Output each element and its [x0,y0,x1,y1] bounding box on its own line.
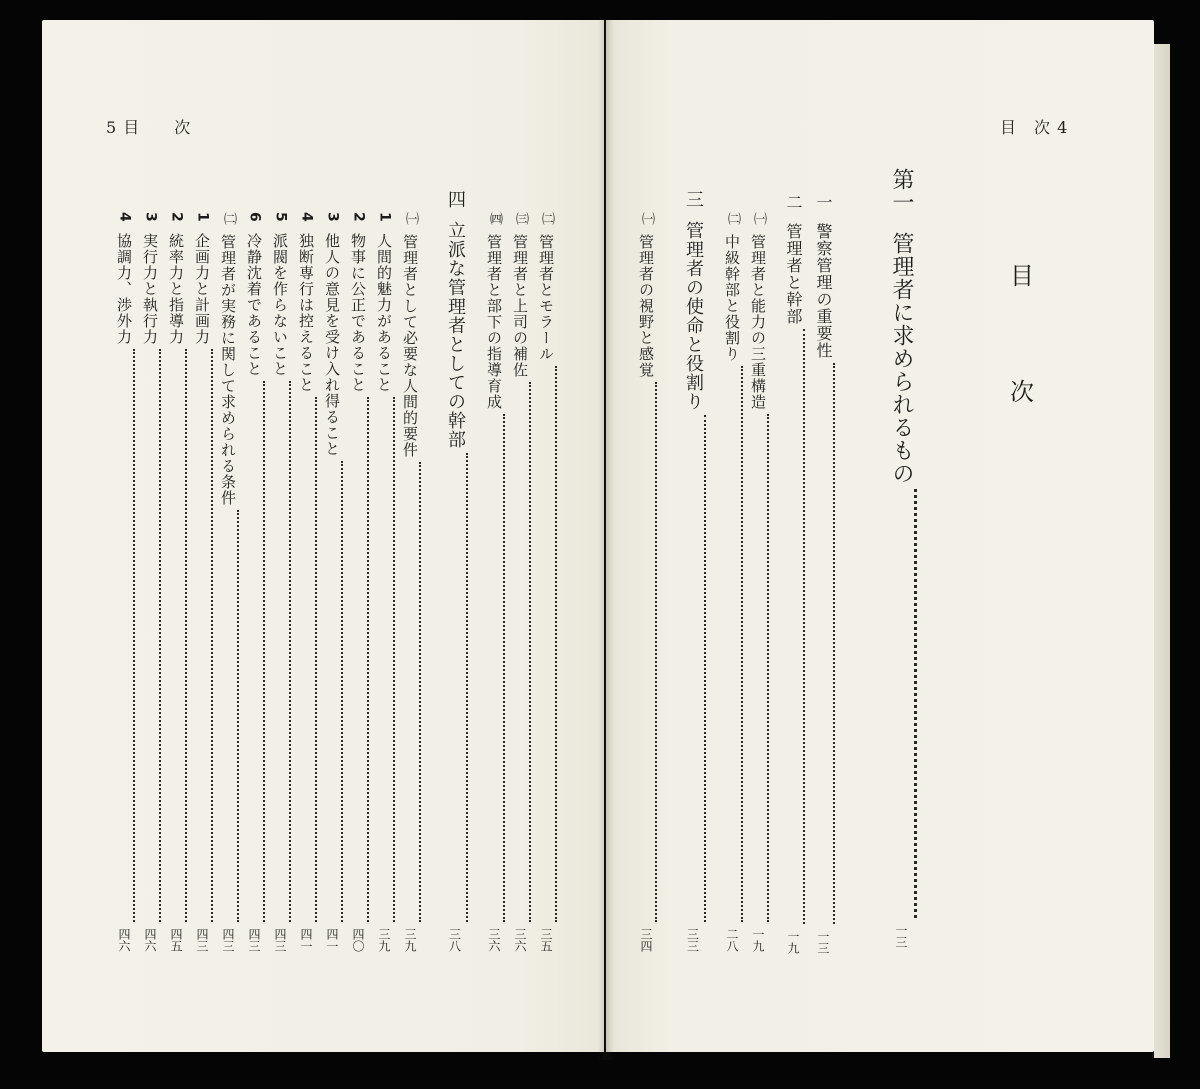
toc-entry [748,212,769,952]
toc-entry [812,194,835,954]
toc-text: 物事に公正であること [349,232,367,393]
toc-number: 3 [324,212,341,223]
dot-leader [393,397,395,922]
toc-marker: 一 [814,194,833,211]
toc-marker: ㈣ [487,212,502,226]
toc-page-number: 四六 [117,928,131,952]
toc-entry [192,212,213,952]
toc-page-number: 一三 [894,924,908,948]
toc-page-number: 一九 [751,928,765,952]
dot-leader [263,381,265,922]
toc-text: 立派な管理者としての幹部 [445,221,466,449]
toc-page-number: 二八 [725,928,739,952]
toc-marker: ㈡ [539,212,554,226]
toc-marker: ㈠ [639,212,654,226]
toc-page-number: 四一 [299,928,313,952]
dot-leader [133,349,135,922]
dot-leader [315,397,317,922]
toc-marker: ㈡ [725,212,740,226]
toc-page-number: 四三 [221,928,235,952]
toc-text: 管理者の使命と役割り [683,221,704,411]
toc-marker: ㈢ [513,212,528,226]
toc-page-number: 四一 [325,928,339,952]
toc-number: 2 [350,212,367,223]
dot-leader [914,489,917,918]
toc-number: 1 [376,212,393,223]
toc-page-number: 四六 [143,928,157,952]
toc-page-number: 三三 [685,928,700,952]
toc-marker: 二 [784,194,803,211]
toc-entry [536,212,557,952]
dot-leader [833,363,835,924]
toc-entry [244,212,265,952]
toc-text: 管理者と能力の三重構造 [749,234,767,410]
toc-marker: 四 [445,190,466,209]
toc-text: 管理者が実務に関して求められる条件 [219,234,237,506]
toc-marker: ㈡ [221,212,236,226]
toc-text: 独断専行は控えること [297,232,315,393]
toc-entry [886,168,917,948]
toc-number: 4 [116,212,133,223]
toc-text: 管理者に求められるもの [889,232,914,485]
toc-text: 管理者として必要な人間的要件 [401,234,419,458]
toc-entry [442,190,468,952]
toc-page-number: 三五 [539,928,553,952]
left-page [42,20,604,1052]
toc-number: 4 [298,212,315,223]
dot-leader [289,381,291,922]
dot-leader [419,462,421,922]
toc-text: 実行力と執行力 [141,232,159,345]
toc-text: 管理者と部下の指導育成 [485,234,503,410]
toc-page-number: 四三 [273,928,287,952]
toc-page-number: 四三 [195,928,209,952]
toc-entry [636,212,657,952]
toc-number: 3 [142,212,159,223]
toc-text: 他人の意見を受け入れ得ること [323,232,341,457]
page-fore-edge [1154,44,1170,1058]
right-page [606,20,1154,1052]
toc-number: 2 [168,212,185,223]
book-gutter [598,20,614,1060]
toc-number: 5 [272,212,289,223]
toc-text: 企画力と計画力 [193,232,211,345]
toc-entry [400,212,421,952]
toc-entry [510,212,531,952]
left-page-header: 5 目 次 [106,118,192,137]
toc-entry [114,212,135,952]
dot-leader [741,366,743,922]
dot-leader [466,453,468,922]
dot-leader [655,382,657,922]
dot-leader [529,382,531,922]
toc-text: 警察管理の重要性 [814,223,833,359]
toc-text: 冷静沈着であること [245,232,263,377]
toc-text: 管理者と上司の補佐 [511,234,529,378]
toc-page-number: 三六 [513,928,527,952]
toc-page-number: 三四 [639,928,653,952]
toc-title-char: 次 [1010,378,1034,406]
toc-text: 管理者と幹部 [784,223,803,325]
dot-leader [555,366,557,922]
toc-page-number: 三九 [377,928,391,952]
toc-text: 人間的魅力があること [375,232,393,393]
toc-page-number: 四五 [169,928,183,952]
toc-number: 6 [246,212,263,223]
dot-leader [704,415,706,922]
toc-page-number: 四〇 [351,928,365,952]
toc-text: 管理者の視野と感覚 [637,234,655,378]
toc-text: 統率力と指導力 [167,232,185,345]
toc-marker: ㈠ [751,212,766,226]
toc-marker: ㈠ [403,212,418,226]
toc-page-number: 四三 [247,928,261,952]
dot-leader [367,397,369,922]
dot-leader [767,414,769,922]
dot-leader [159,349,161,922]
toc-text: 中級幹部と役割り [723,234,741,362]
toc-page-number: 一三 [816,930,830,954]
toc-page-number: 三八 [447,928,462,952]
toc-marker: 第一 [889,168,914,214]
toc-title-char: 目 [1010,262,1034,290]
toc-entry [322,212,343,952]
toc-page-number: 三九 [403,928,417,952]
toc-marker: 三 [683,190,704,209]
toc-page-number: 一九 [786,930,800,954]
toc-entry [722,212,743,952]
toc-entry [374,212,395,952]
toc-entry [348,212,369,952]
toc-entry [484,212,505,952]
toc-page-number: 三六 [487,928,501,952]
dot-leader [237,510,239,922]
toc-entry [140,212,161,952]
toc-text: 派閥を作らないこと [271,232,289,377]
toc-entry [218,212,239,952]
toc-text: 管理者とモラール [537,234,555,362]
dot-leader [503,414,505,922]
toc-entry [166,212,187,952]
toc-entry [270,212,291,952]
right-page-header: 目 次 4 [1000,118,1069,137]
toc-text: 協調力、渉外力 [115,232,133,345]
dot-leader [211,349,213,922]
toc-number: 1 [194,212,211,223]
dot-leader [803,329,805,924]
dot-leader [341,461,343,922]
toc-entry [296,212,317,952]
toc-entry [680,190,706,952]
dot-leader [185,349,187,922]
toc-entry [782,194,805,954]
